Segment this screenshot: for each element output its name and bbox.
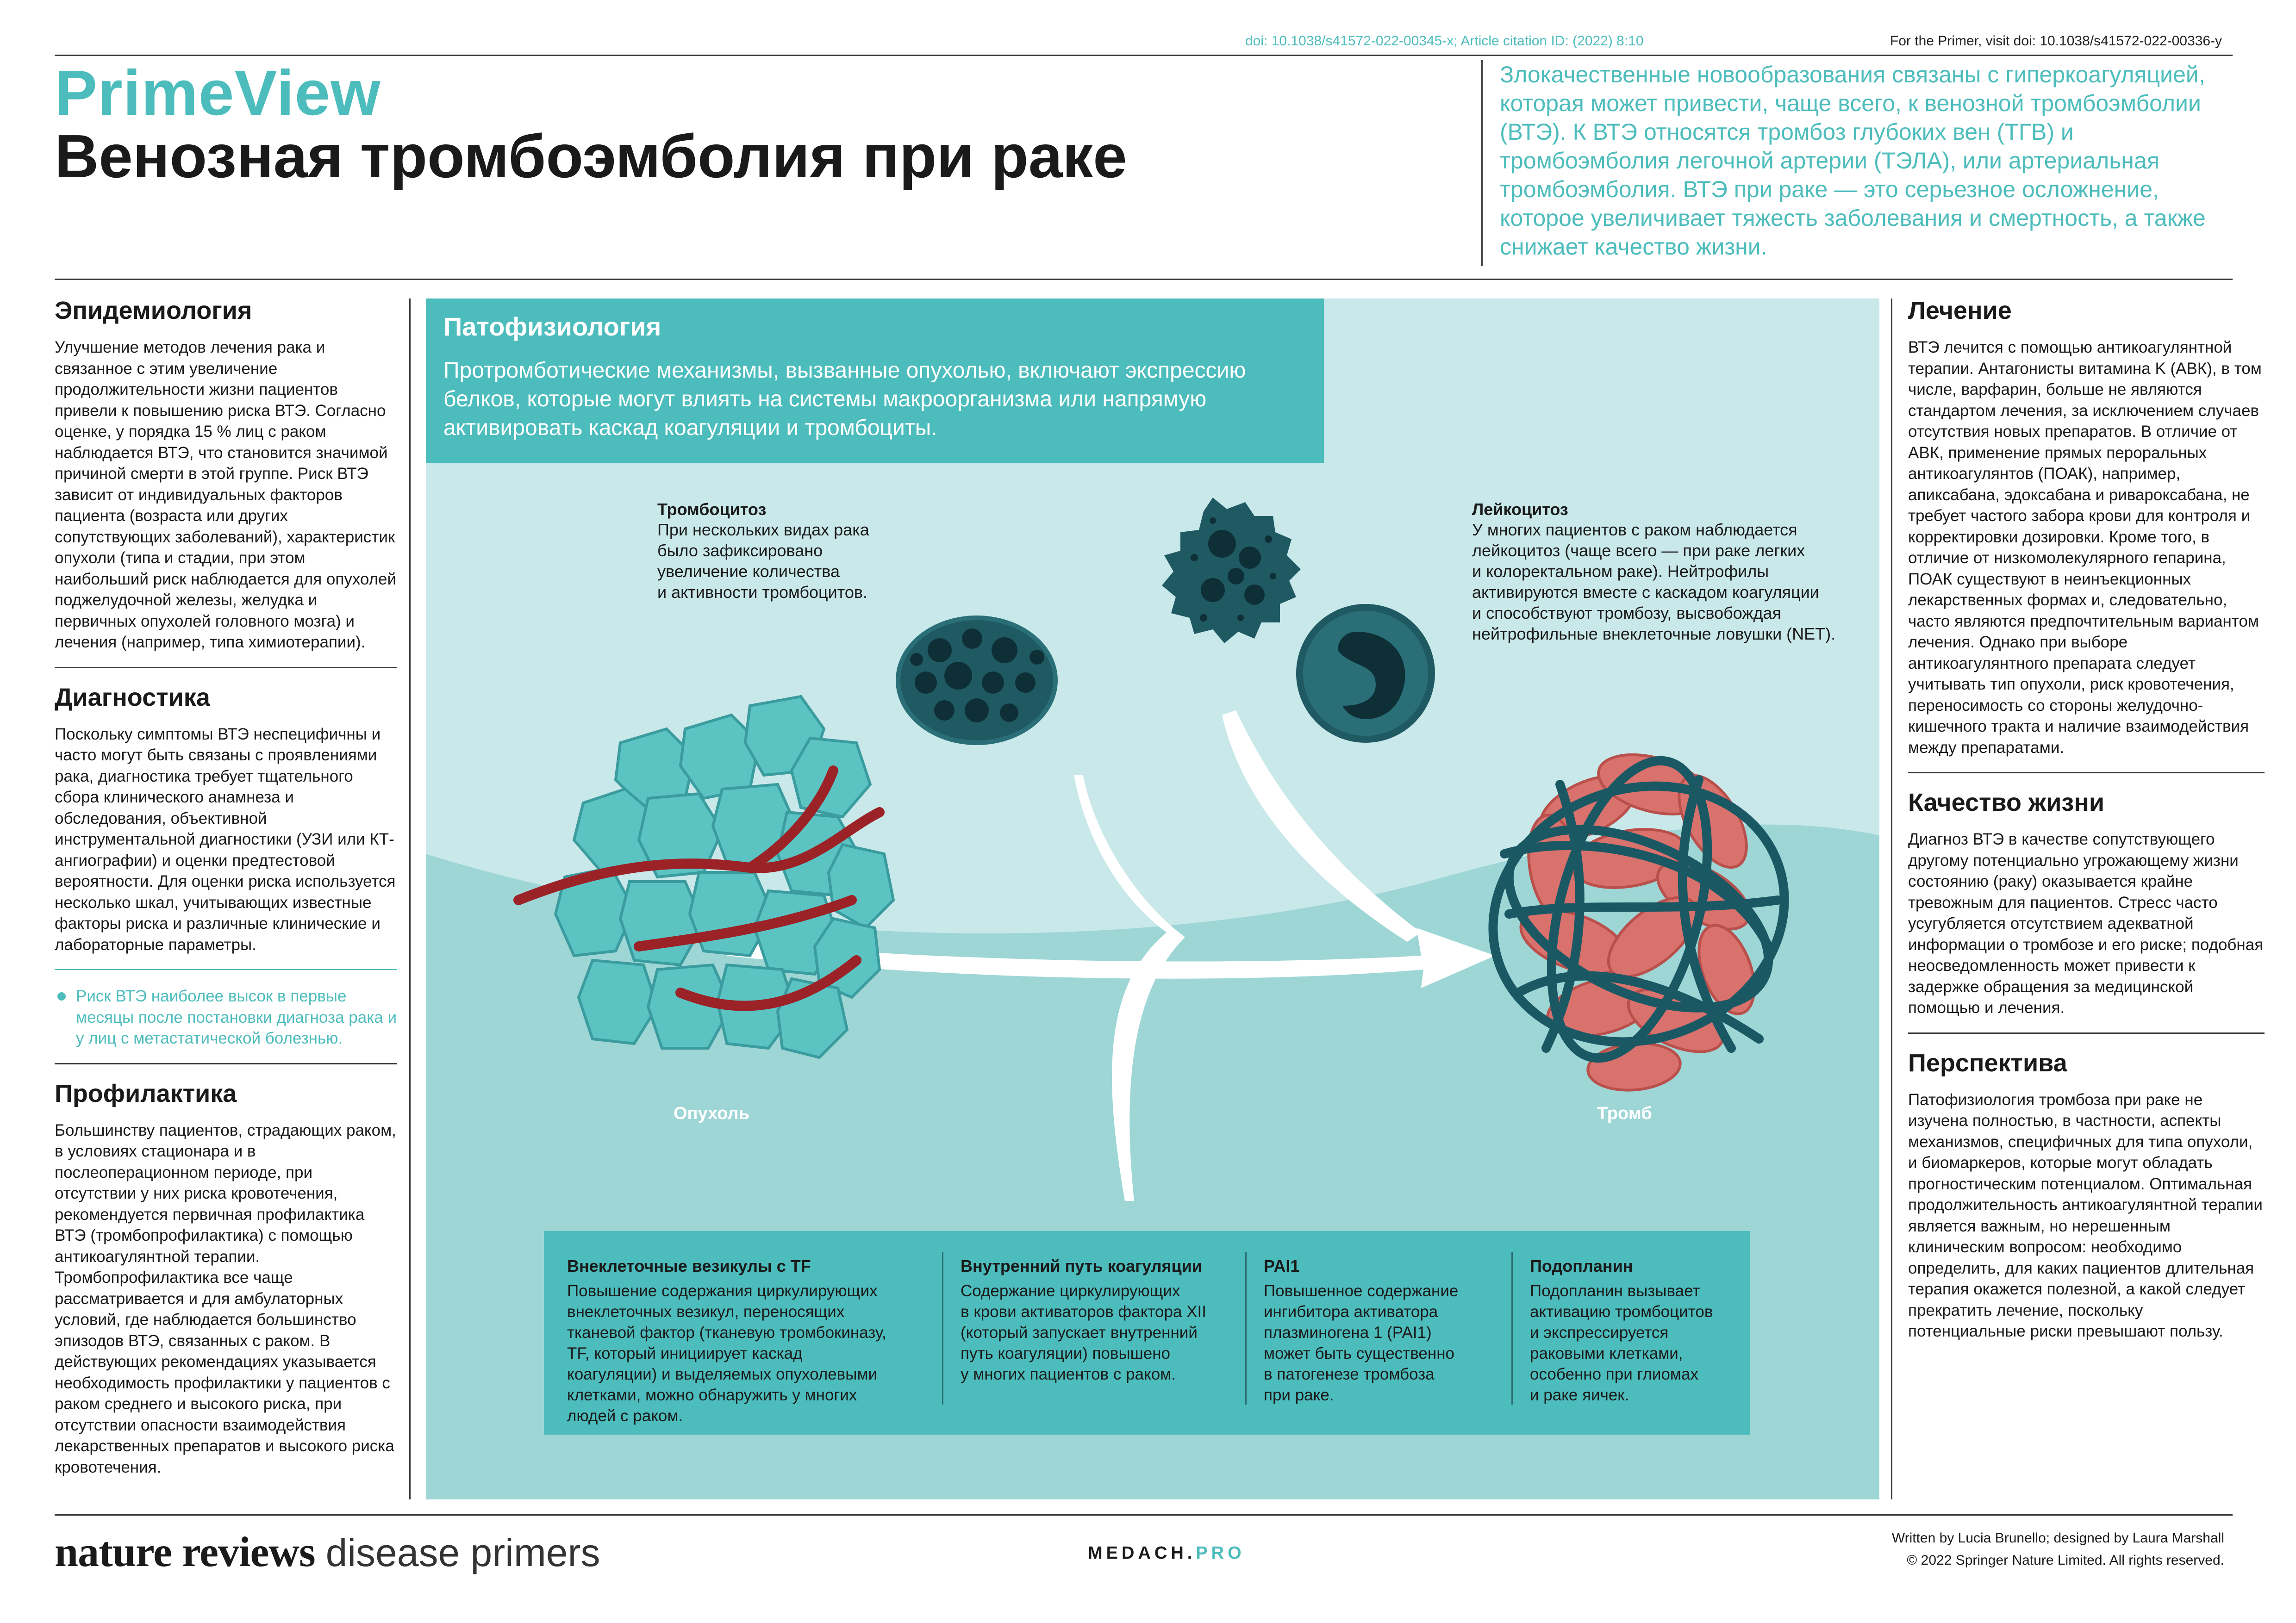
quality-section (1908, 788, 2265, 1019)
mechanism-text: Подопланин вызывает активацию тромбоцитов и экспрессируется раковыми клетками, особенно при глиомах и раке яичек. (1530, 1282, 1713, 1404)
outlook-heading: Перспектива (1908, 1049, 2067, 1077)
top-rule (55, 55, 2233, 56)
leukocytosis-text: У многих пациентов с раком наблюдается лейкоцитоз (чаще всего — при раке легких и колоректальном раке). Нейтрофилы активируются вместе с каскадом коагуляции и способствуют тромбозу, высвобождая нейтрофильные внеклеточные ловушки (NET). (1472, 520, 1836, 643)
epidemiology-heading: Эпидемиология (55, 297, 252, 324)
mechanism-text: Повышенное содержание ингибитора активатора плазминогена 1 (PAI1) может быть существенно в патогенезе тромбоза при раке. (1264, 1282, 1459, 1404)
right-column-divider (1891, 298, 1892, 1499)
quality-heading: Качество жизни (1908, 789, 2105, 816)
mechanism-heading: PAI1 (1264, 1256, 1300, 1275)
outlook-section (1908, 1049, 2265, 1342)
doi-right: For the Primer, visit doi: 10.1038/s41572-022-00336-y (1890, 33, 2222, 49)
mechanism-item (567, 1256, 933, 1426)
credits (1892, 1527, 2224, 1572)
treatment-text: ВТЭ лечится с помощью антикоагулянтной терапии. Антагонисты витамина K (АВК), в том числе, варфарин, больше не являются стандартом лечения, за исключением случаев отсутствия новых препаратов. В отличие от АВК, применение прямых пероральных антикоагулянтов (ПОАК), например, апиксабана, эдоксабана и ривароксабана, не требует частого забора крови для контроля и корректировки дозировки. Кроме того, в отличие от низкомолекулярного гепарина, ПОАК существуют в неинъекционных лекарственных формах и, следовательно, часто являются предпочтительным вариантом лечения. Однако при выборе антикоагулянтного препарата следует учитывать тип опухоли, риск кровотечения, переносимость со стороны желудочно-кишечного тракта и наличие взаимодействия между препаратами. (1908, 338, 2262, 757)
page-title: Венозная тромбоэмболия при раке (55, 122, 1127, 190)
footer-rule (55, 1514, 2233, 1516)
journal-logo (55, 1527, 600, 1576)
diagnostics-heading: Диагностика (55, 683, 210, 711)
lymphocyte-icon (1296, 604, 1435, 743)
credit-copyright: © 2022 Springer Nature Limited. All rights reserved. (1907, 1553, 2224, 1568)
thrombocytosis-heading: Тромбоцитоз (657, 500, 767, 519)
mechanism-heading: Внеклеточные везикулы с TF (567, 1256, 811, 1275)
tumor-label: Опухоль (674, 1104, 750, 1123)
mechanisms-box (544, 1231, 1750, 1435)
treatment-section (1908, 296, 2265, 758)
platelet-icon (896, 616, 1058, 745)
mechanism-heading: Внутренний путь коагуляции (961, 1256, 1202, 1275)
section-divider (1908, 772, 2265, 773)
thrombocytosis-text: При нескольких видах рака было зафиксировано увеличение количества и активности тромбоцитов. (657, 520, 869, 602)
prophylaxis-section (55, 1079, 397, 1478)
mechanism-item (1264, 1256, 1504, 1405)
mechanism-divider (1245, 1252, 1247, 1405)
leukocytosis-heading: Лейкоцитоз (1472, 500, 1568, 519)
header-rule (55, 279, 2233, 280)
journal-logo-bold: nature reviews (55, 1528, 315, 1575)
prophylaxis-text: Большинству пациентов, страдающих раком, в условиях стационара и в послеоперационном периоде, при отсутствии у них риска кровотечения, рекомендуется первичная профилактика ВТЭ (тромбопрофилактика) с помощью антикоагулянтной терапии. Тромбопрофилактика все чаще рассматривается и для амбулаторных условий, где наблюдается большинство эпизодов ВТЭ, связанных с раком. В действующих рекомендациях указывается необходимость профилактики у пациентов с раком среднего и высокого риска, при отсутствии опасности взаимодействия лекарственных препаратов и высокого риска кровотечения. (55, 1121, 396, 1476)
left-column-divider (409, 298, 411, 1499)
thrombus-label: Тромб (1597, 1104, 1652, 1123)
treatment-heading: Лечение (1908, 297, 2012, 324)
epidemiology-text: Улучшение методов лечения рака и связанное с этим увеличение продолжительности жизни пациентов привели к повышению риска ВТЭ. Согласно оценке, у порядка 15 % лиц с раком наблюдается ВТЭ, что становится значимой причиной смерти в этой группе. Риск ВТЭ зависит от индивидуальных факторов пациента (возраста или других сопутствующих заболеваний), характеристик опухоли (типа и стадии, при этом наибольший риск наблюдается для опухолей поджелудочной железы, желудка и первичных опухолей головного мозга) и лечения (например, типа химиотерапии). (55, 338, 397, 651)
note-divider (55, 969, 397, 970)
quality-text: Диагноз ВТЭ в качестве сопутствующего другому потенциально угрожающему жизни состоянию (раку) оказывается крайне тревожным для пациентов. Стресс часто усугубляется отсутствием адекватной информации о тромбозе и его риске; подобная неосведомленность может привести к задержке обращения за медицинской помощью и лечения. (1908, 830, 2264, 1017)
intro-divider (1481, 60, 1483, 266)
section-divider (1908, 1032, 2265, 1034)
brand-title: PrimeView (55, 57, 381, 129)
pathophysiology-panel (426, 298, 1879, 1499)
mechanism-divider (1511, 1252, 1513, 1405)
left-column (55, 296, 397, 1478)
section-divider (55, 667, 397, 668)
leukocytosis-caption (1472, 500, 1852, 644)
medach-logo-pro: PRO (1196, 1543, 1245, 1563)
pathophysiology-intro: Протромботические механизмы, вызванные опухолью, включают экспрессию белков, которые могут влиять на системы макроорганизма или напрямую активировать каскад коагуляции и тромбоциты. (443, 358, 1246, 440)
diagnostics-text: Поскольку симптомы ВТЭ неспецифичны и часто могут быть связаны с проявлениями рака, диагностика требует тщательного сбора клинического анамнеза и обследования, объективной инструментальной диагностики (УЗИ или КТ-ангиографии) и оценки предтестовой вероятности. Для оценки риска используется несколько шкал, учитывающих известные факторы риска и различные клинические и лабораторные параметры. (55, 725, 396, 954)
diagnostics-note: Риск ВТЭ наиболее высок в первые месяцы после постановки диагноза рака и у лиц с метастатической болезнью. (55, 986, 397, 1049)
mechanism-heading: Подопланин (1530, 1256, 1633, 1275)
intro-text: Злокачественные новообразования связаны с гиперкоагуляцией, которая может привести, чаще всего, к венозной тромбоэмболии (ВТЭ). К ВТЭ относятся тромбоз глубоких вен (ТГВ) и тромбоэмболия легочной артерии (ТЭЛА), или артериальная тромбоэмболия. ВТЭ при раке — это серьезное осложнение, которое увеличивает тяжесть заболевания и смертность, а также снижает качество жизни. (1500, 62, 2206, 260)
mechanism-item (1530, 1256, 1743, 1405)
mechanism-text: Повышение содержания циркулирующих внеклеточных везикул, переносящих тканевой фактор (тканевую тромбокиназу, TF, который инициирует каскад коагуляции) и выделяемых опухолевыми клетками, можно обнаружить у многих людей с раком. (567, 1282, 886, 1425)
prophylaxis-heading: Профилактика (55, 1079, 237, 1107)
mechanism-text: Содержание циркулирующих в крови активаторов фактора XII (который запускает внутренний путь коагуляции) повышено у многих пациентов с раком. (961, 1282, 1206, 1383)
doi-left: doi: 10.1038/s41572-022-00345-x; Article citation ID: (2022) 8:10 (1245, 33, 1644, 49)
medach-logo-main: MEDACH. (1088, 1543, 1196, 1563)
pathophysiology-header (426, 298, 1324, 463)
epidemiology-section (55, 296, 397, 653)
thrombocytosis-caption (657, 500, 898, 603)
right-column (1908, 296, 2265, 1342)
mechanism-item (961, 1256, 1238, 1385)
journal-logo-light: disease primers (325, 1531, 600, 1574)
neutrophil-icon (1162, 497, 1301, 643)
section-divider (55, 1063, 397, 1064)
credit-authors: Written by Lucia Brunello; designed by Laura Marshall (1891, 1530, 2224, 1546)
outlook-text: Патофизиология тромбоза при раке не изучена полностью, в частности, аспекты механизмов, специфичных для типа опухоли, и биомаркеров, которые могут обладать прогностическим потенциалом. Оптимальная продолжительность антикоагулянтной терапии является важным, но нерешенным клиническим вопросом: необходимо определить, для каких пациентов длительная терапия окажется полезной, а какой следует прекратить лечение, поскольку потенциальные риски превышают пользу. (1908, 1090, 2263, 1340)
diagnostics-section (55, 683, 397, 956)
medach-logo (1088, 1543, 1245, 1563)
mechanism-divider (942, 1252, 943, 1405)
pathophysiology-heading: Патофизиология (443, 312, 661, 341)
